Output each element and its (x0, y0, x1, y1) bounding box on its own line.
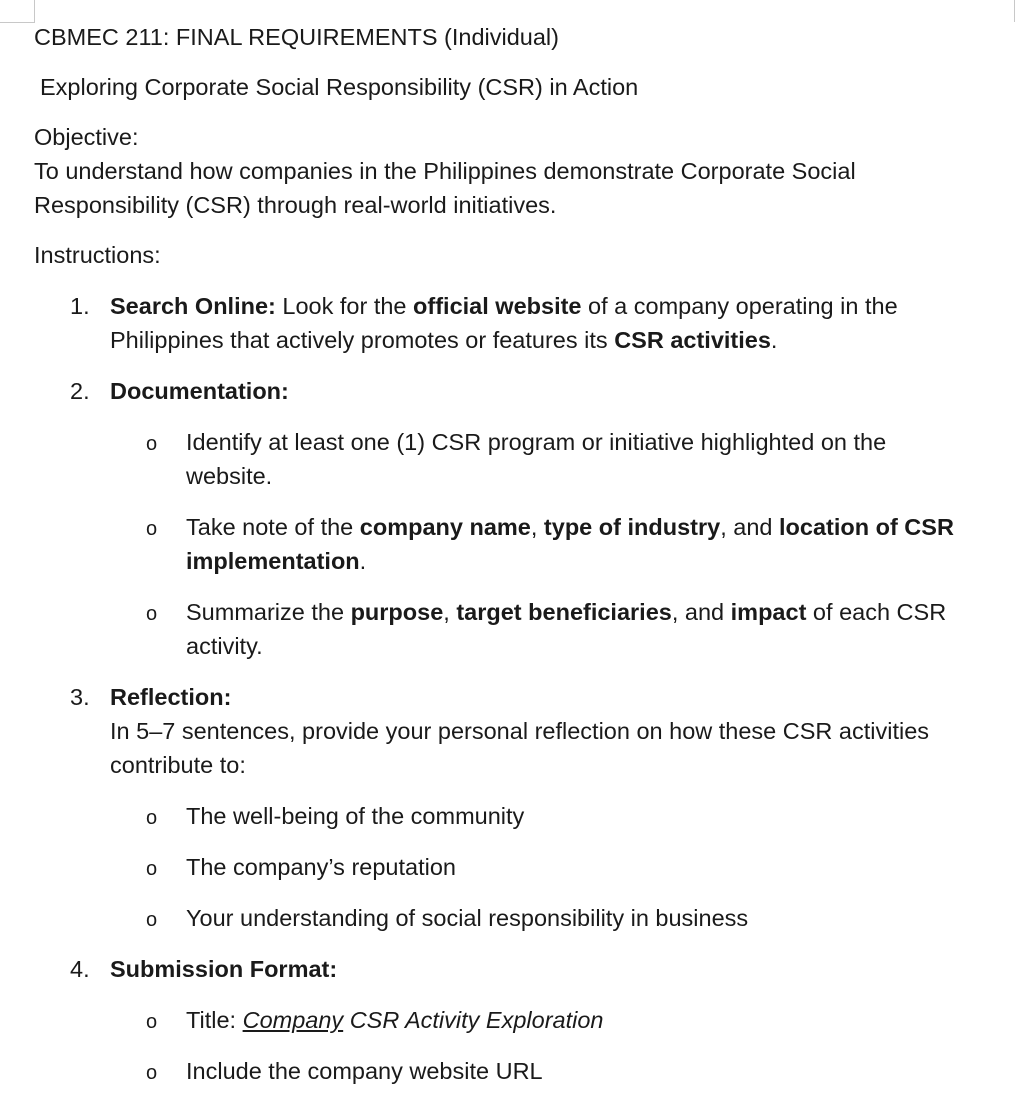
item-number: 1. (70, 293, 90, 319)
subitem-text: Include the company website URL (186, 1058, 543, 1084)
subitem-text: , and (720, 514, 779, 540)
bullet-icon: o (146, 909, 158, 931)
item-text: of a company operating in the (581, 293, 898, 319)
item-text: Look for the (275, 293, 414, 319)
subitem-text: Summarize the (186, 599, 351, 625)
subitem-text: , and (671, 599, 731, 625)
documentation-subitem-1 (34, 425, 1014, 493)
bullet-icon: o (146, 603, 158, 625)
item-label: Submission Format: (110, 956, 338, 982)
reflection-subitem-3 (34, 901, 1014, 935)
item-label: Documentation: (110, 378, 289, 404)
instruction-item-3 (34, 680, 1014, 782)
bullet-icon: o (146, 1011, 158, 1033)
subitem-text-line-2: website. (186, 463, 273, 489)
bullet-icon: o (146, 518, 158, 540)
reflection-subitem-2 (34, 850, 1014, 884)
crop-mark-top-left (0, 0, 35, 23)
bullet-icon: o (146, 433, 158, 455)
subitem-bold-text: implementation (186, 548, 360, 574)
objective-text-line-2: Responsibility (CSR) through real-world initiatives. (34, 192, 557, 218)
submission-subitem-1 (34, 1003, 1014, 1037)
item-label: Search Online: (110, 293, 276, 319)
subitem-text: , (530, 514, 544, 540)
subitem-italic-text: CSR Activity Exploration (343, 1007, 604, 1033)
subitem-text-line-2: activity. (186, 633, 263, 659)
objective-section (34, 120, 1014, 222)
item-text: . (770, 327, 778, 353)
subitem-text: Your understanding of social responsibility in business (186, 905, 749, 931)
subitem-bold-text: impact (730, 599, 807, 625)
bullet-icon: o (146, 858, 158, 880)
documentation-subitem-2 (34, 510, 1014, 578)
crop-mark-top-right (1014, 0, 1023, 22)
objective-text-line-1: To understand how companies in the Philippines demonstrate Corporate Social (34, 158, 856, 184)
subitem-text: of each CSR (806, 599, 947, 625)
instructions-heading: Instructions: (34, 242, 161, 268)
subitem-text: The well-being of the community (186, 803, 525, 829)
subitem-bold-text: target beneficiaries (456, 599, 672, 625)
subitem-text: Title: (186, 1007, 243, 1033)
reflection-subitem-1 (34, 799, 1014, 833)
item-text: Philippines that actively promotes or features its (110, 327, 615, 353)
item-number: 4. (70, 956, 90, 982)
subitem-text: . (359, 548, 367, 574)
instruction-item-1 (34, 289, 1014, 357)
subitem-bold-text: purpose (350, 599, 444, 625)
subitem-bold-text: company name (359, 514, 531, 540)
item-bold-text: official website (413, 293, 582, 319)
item-text-line-1: In 5–7 sentences, provide your personal reflection on how these CSR activities (110, 718, 930, 744)
instruction-item-2 (34, 374, 1014, 408)
subitem-text: The company’s reputation (186, 854, 456, 880)
bullet-icon: o (146, 1062, 158, 1084)
subitem-text-line-1: Identify at least one (1) CSR program or initiative highlighted on the (186, 429, 887, 455)
subitem-text: , (443, 599, 457, 625)
instruction-item-4 (34, 952, 1014, 986)
item-bold-text: CSR activities (614, 327, 771, 353)
bullet-icon: o (146, 807, 158, 829)
item-number: 2. (70, 378, 90, 404)
objective-heading: Objective: (34, 124, 139, 150)
course-title: CBMEC 211: FINAL REQUIREMENTS (Individual) (34, 24, 559, 50)
subitem-bold-text: type of industry (543, 514, 721, 540)
document-body (34, 20, 1014, 1088)
subitem-bold-text: location of CSR (778, 514, 954, 540)
item-text-line-2: contribute to: (110, 752, 246, 778)
assignment-subtitle: Exploring Corporate Social Responsibility (CSR) in Action (40, 74, 639, 100)
documentation-subitem-3 (34, 595, 1014, 663)
item-label: Reflection: (110, 684, 232, 710)
item-number: 3. (70, 684, 90, 710)
subitem-italic-underlined-text: Company (242, 1007, 344, 1033)
subitem-text: Take note of the (186, 514, 360, 540)
submission-subitem-2 (34, 1054, 1014, 1088)
